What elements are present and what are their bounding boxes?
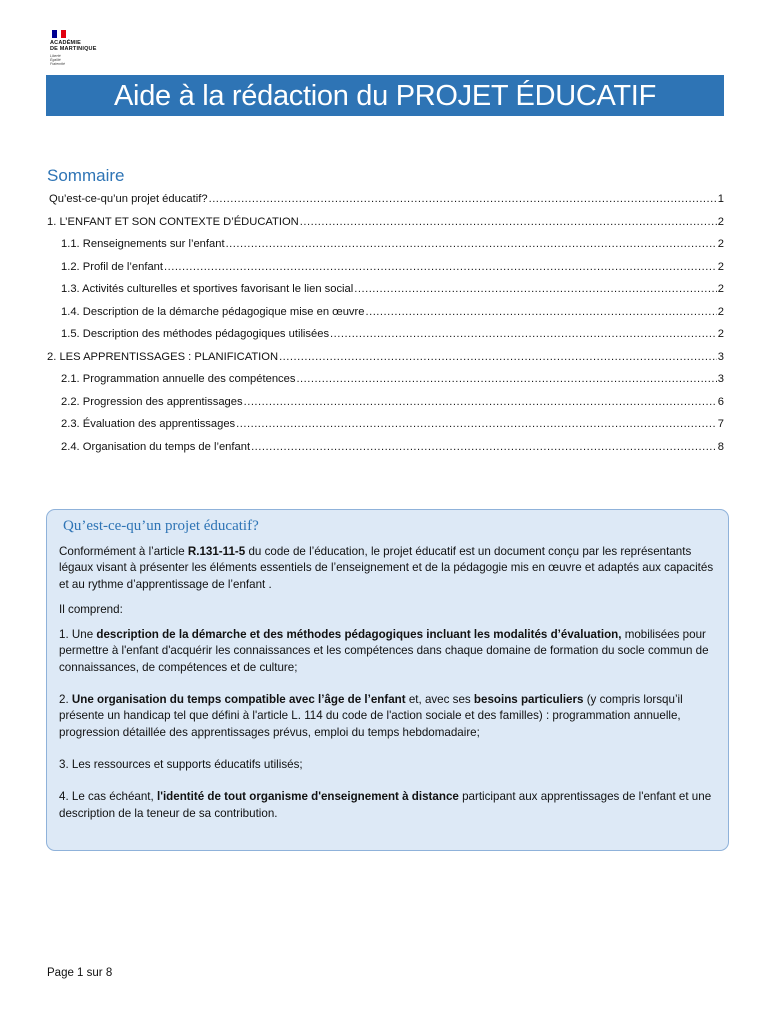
toc-heading: Sommaire [47,166,125,185]
toc-entry[interactable]: 2.1. Programmation annuelle des compétences ..... 3 [47,368,724,391]
table-of-contents [47,188,724,458]
list-item-3: 3. Les ressources et supports éducatifs utilisés; [59,757,303,771]
toc-entry[interactable]: 1.2. Profil de l’enfant ..... 2 [47,256,724,279]
definition-box [46,509,729,851]
academie-logo [50,30,110,66]
list-item-1: 1. Une description de la démarche et des méthodes pédagogiques incluant les modalités d’évaluation, mobilisées pour permettre à l'enfant d'acquérir les connaissances et les compétences dans chaque domaine de formation du socle commun de connaissances, de compétences et de culture; [59,628,709,674]
page-title: Aide à la rédaction du PROJET ÉDUCATIF [46,75,724,116]
toc-entry[interactable]: 2.3. Évaluation des apprentissages ..... 7 [47,413,724,436]
toc-entry[interactable]: Qu’est-ce-qu’un projet éducatif? ..... 1 [47,188,724,211]
logo-line-1: ACADÉMIE [50,40,81,46]
page-number: Page 1 sur 8 [47,967,113,979]
logo-line-2: DE MARTINIQUE [50,46,97,52]
toc-entry[interactable]: 1.3. Activités culturelles et sportives favorisant le lien social ..... 2 [47,278,724,301]
toc-entry[interactable]: 2. LES APPRENTISSAGES : PLANIFICATION ..... 3 [47,346,724,369]
list-item-2: 2. Une organisation du temps compatible avec l’âge de l’enfant et, avec ses besoins particuliers (y compris lorsqu’il présente un handicap tel que défini à l'article L. 114 du code de l'action sociale et des familles) : programmation annuelle, progression détaillée des apprentissages prévus, emploi du temps hebdomadaire; [59,693,683,739]
logo-motto: Liberté Égalité Fraternité [50,54,65,66]
toc-entry[interactable]: 1.5. Description des méthodes pédagogiques utilisées ..... 2 [47,323,724,346]
toc-entry[interactable]: 1. L’ENFANT ET SON CONTEXTE D’ÉDUCATION ..... 2 [47,211,724,234]
intro-paragraph: Conformément à l’article R.131-11-5 du code de l’éducation, le projet éducatif est un document conçu par les représentants légaux visant à présenter les éléments essentiels de l’enseignement et de la pédagogie mis en œuvre et adaptés aux capacités et au rythme d’apprentissage de l’enfant . [59,545,714,591]
toc-entry[interactable]: 1.4. Description de la démarche pédagogique mise en œuvre ..... 2 [47,301,724,324]
comprend-label: Il comprend: [59,602,123,616]
toc-entry[interactable]: 2.4. Organisation du temps de l’enfant ..... 8 [47,436,724,459]
french-flag-icon [52,30,66,38]
toc-entry[interactable]: 2.2. Progression des apprentissages ..... 6 [47,391,724,414]
list-item-4: 4. Le cas échéant, l'identité de tout organisme d'enseignement à distance participant aux apprentissages de l'enfant et une description de la teneur de sa contribution. [59,790,712,820]
box-body [59,544,719,822]
box-title: Qu’est-ce-qu’un projet éducatif? [63,518,259,534]
toc-entry[interactable]: 1.1. Renseignements sur l’enfant ..... 2 [47,233,724,256]
